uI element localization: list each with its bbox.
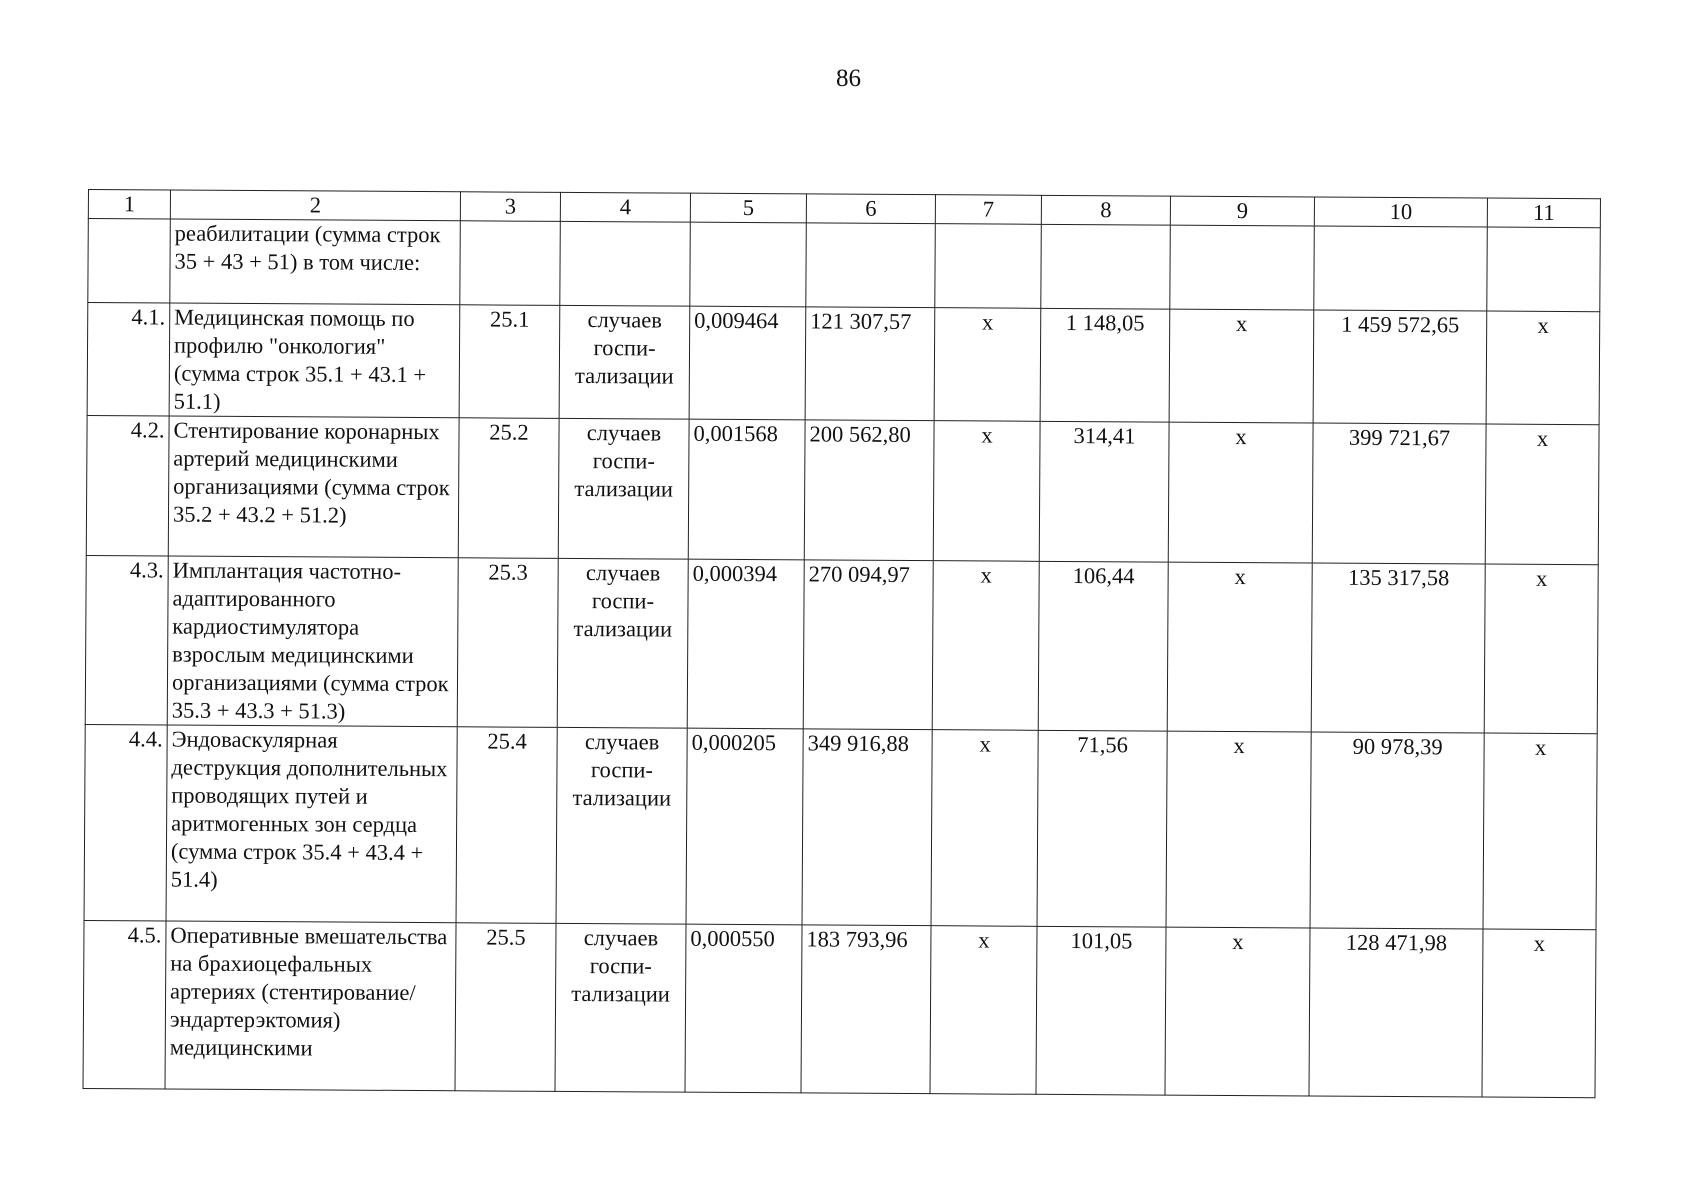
row-number	[88, 219, 171, 303]
row-col10: 399 721,67	[1312, 423, 1486, 564]
row-rate	[690, 222, 807, 307]
header-cell: 11	[1487, 198, 1600, 228]
row-rate: 0,009464	[689, 306, 806, 420]
row-cost: 183 793,96	[801, 925, 931, 1094]
header-cell: 8	[1041, 195, 1170, 225]
header-cell: 9	[1170, 196, 1314, 226]
row-cost	[806, 223, 936, 308]
header-cell: 2	[170, 190, 460, 221]
row-col9	[1170, 225, 1315, 310]
row-col7: х	[930, 926, 1037, 1095]
row-number: 4.5.	[83, 920, 166, 1088]
row-number: 4.2.	[86, 415, 169, 555]
row-code: 25.1	[459, 305, 560, 419]
header-cell: 6	[806, 194, 935, 224]
table-row	[83, 920, 1596, 1097]
table-row	[86, 415, 1599, 564]
row-number: 4.1.	[87, 303, 170, 416]
row-col9: х	[1167, 562, 1312, 732]
row-code: 25.2	[458, 418, 559, 559]
row-cost: 200 562,80	[804, 420, 934, 561]
row-rate: 0,000394	[687, 559, 804, 729]
data-table	[83, 189, 1601, 1098]
row-col9: х	[1166, 731, 1311, 928]
table-row	[85, 555, 1598, 733]
row-number: 4.3.	[85, 555, 168, 724]
row-col10	[1314, 226, 1488, 311]
row-unit: случаев госпи-тализации	[556, 727, 687, 924]
header-cell: 1	[88, 190, 170, 220]
row-name: реабилитации (сумма строк 35 + 43 + 51) в том числе:	[170, 219, 461, 305]
row-col7: х	[934, 308, 1041, 422]
row-code: 25.4	[456, 727, 557, 924]
row-col11	[1487, 227, 1601, 312]
header-cell: 3	[460, 192, 560, 222]
row-col8	[1041, 224, 1171, 309]
page-number: 86	[836, 65, 861, 92]
row-col9: х	[1169, 309, 1314, 423]
row-col7	[935, 224, 1042, 309]
row-name: Стентирование коронарных артерий медицинскими организациями (сумма строк 35.2 + 43.2 + 51.2)	[168, 416, 459, 558]
row-cost: 121 307,57	[805, 307, 935, 421]
row-col9: х	[1168, 422, 1313, 563]
row-col10: 135 317,58	[1311, 563, 1485, 733]
row-col11: х	[1482, 929, 1596, 1098]
row-number: 4.4.	[84, 724, 167, 920]
row-col11: х	[1484, 564, 1598, 734]
row-unit: случаев госпи-тализации	[555, 923, 686, 1092]
row-name: Эндоваскулярная деструкция дополнительных проводящих путей и аритмогенных зон сердца (сумма строк 35.4 + 43.4 + 51.4)	[166, 725, 457, 923]
row-col7: х	[931, 730, 1038, 927]
row-rate: 0,000550	[685, 924, 802, 1093]
row-col7: х	[933, 421, 1040, 562]
row-col11: х	[1485, 424, 1599, 565]
table-row	[84, 724, 1597, 929]
row-col10: 1 459 572,65	[1313, 310, 1487, 424]
row-col11: х	[1486, 311, 1600, 425]
row-col10: 90 978,39	[1310, 732, 1484, 929]
row-rate: 0,001568	[688, 419, 805, 560]
header-cell: 7	[935, 195, 1041, 225]
row-unit: случаев госпи-тализации	[557, 558, 688, 728]
row-name: Оперативные вмешательства на брахиоцефальных артериях (стентирование/ эндартерэктомия) медицинскими	[165, 921, 456, 1091]
row-unit: случаев госпи-тализации	[559, 305, 690, 419]
row-cost: 349 916,88	[802, 729, 932, 926]
row-col11: х	[1483, 733, 1597, 930]
row-cost: 270 094,97	[803, 560, 933, 730]
header-cell: 10	[1314, 197, 1487, 227]
row-col7: х	[932, 561, 1039, 731]
row-col10: 128 471,98	[1309, 928, 1483, 1097]
row-name: Медицинская помощь по профилю "онкология" (сумма строк 35.1 + 43.1 + 51.1)	[169, 303, 460, 418]
row-unit: случаев госпи-тализации	[558, 418, 689, 559]
row-col8: 1 148,05	[1040, 308, 1170, 422]
row-name: Имплантация частотно-адаптированного кардиостимулятора взрослым медицинскими организациями (сумма строк 35.3 + 43.3 + 51.3)	[167, 556, 458, 727]
row-col9: х	[1165, 927, 1310, 1096]
row-unit	[560, 221, 691, 306]
row-code: 25.3	[457, 558, 558, 728]
row-col8: 101,05	[1036, 926, 1166, 1095]
row-rate: 0,000205	[686, 728, 803, 925]
row-code: 25.5	[455, 923, 556, 1092]
row-col8: 106,44	[1038, 561, 1168, 731]
row-code	[460, 221, 561, 306]
row-col8: 71,56	[1037, 730, 1167, 927]
header-cell: 5	[690, 193, 806, 223]
row-col8: 314,41	[1039, 421, 1169, 562]
table-row	[87, 303, 1600, 425]
table-row	[88, 219, 1600, 312]
header-cell: 4	[560, 192, 690, 222]
